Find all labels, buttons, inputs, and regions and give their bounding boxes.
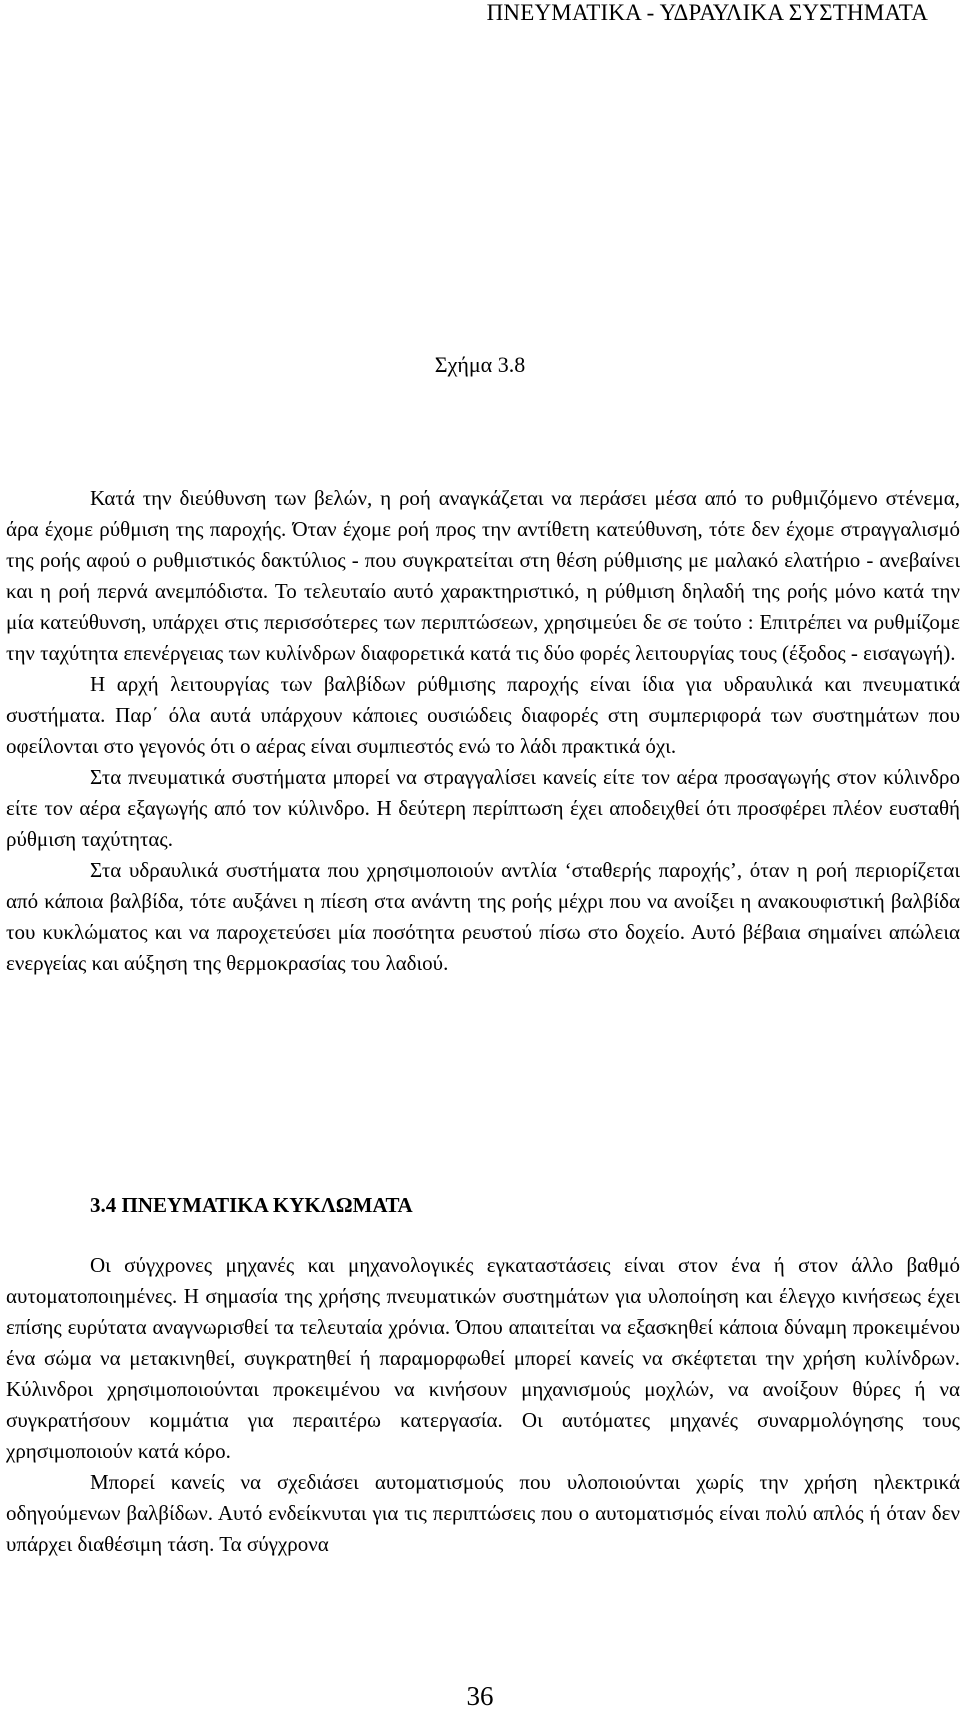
figure-caption: Σχήμα 3.8	[434, 352, 526, 377]
section-heading: 3.4 ΠΝΕΥΜΑΤΙΚΑ ΚΥΚΛΩΜΑΤΑ	[90, 1193, 413, 1217]
paragraph: Μπορεί κανείς να σχεδιάσει αυτοματισμούς που υλοποιούνται χωρίς την χρήση ηλεκτρικά οδηγούμενων βαλβίδων. Αυτό ενδείκνυται για τις περιπτώσεις που ο αυτοματισμός είναι πολύ απλός ή όταν δεν υπάρχει διαθέσιμη τάση. Τα σύγχρονα	[6, 1470, 960, 1556]
paragraph: Κατά την διεύθυνση των βελών, η ροή αναγκάζεται να περάσει μέσα από το ρυθμιζόμενο στένεμα, άρα έχομε ρύθμιση της παροχής. Όταν έχομε ροή προς την αντίθετη κατεύθυνση, τότε δεν έχομε στραγγαλισμό της ροής αφού ο ρυθμιστικός δακτύλιος - που συγκρατείται στη θέση ρύθμισης με μαλακό ελατήριο - ανεβαίνει και η ροή περνά ανεμπόδιστα. Το τελευταίο αυτό χαρακτηριστικό, η ρύθμιση δηλαδή της ροής μόνο κατά την μία κατεύθυνση, υπάρχει στις περισσότερες των περιπτώσεων, χρησιμεύει δε σε τούτο : Επιτρέπει να ρυθμίζομε την ταχύτητα επενέργειας των κυλίνδρων διαφορετικά κατά τις δύο φορές λειτουργίας τους (έξοδος - εισαγωγή).	[6, 486, 960, 665]
body-text-after-section	[6, 1250, 960, 1560]
page-number: 36	[466, 1681, 494, 1711]
paragraph: Στα υδραυλικά συστήματα που χρησιμοποιούν αντλία ‘σταθερής παροχής’, όταν η ροή περιορίζεται από κάποια βαλβίδα, τότε αυξάνει η πίεση στα ανάντη της ροής μέχρι που να ανοίξει η ανακουφιστική βαλβίδα του κυκλώματος και να παροχετεύσει μία ποσότητα ρευστού πίσω στο δοχείο. Αυτό βέβαια σημαίνει απώλεια ενεργείας και αύξηση της θερμοκρασίας του λαδιού.	[6, 858, 960, 975]
body-text-before-section	[6, 483, 960, 979]
paragraph: Η αρχή λειτουργίας των βαλβίδων ρύθμισης παροχής είναι ίδια για υδραυλικά και πνευματικά συστήματα. Παρ΄ όλα αυτά υπάρχουν κάποιες ουσιώδεις διαφορές στη συμπεριφορά των συστημάτων που οφείλονται στο γεγονός ότι ο αέρας είναι συμπιεστός ενώ το λάδι πρακτικά όχι.	[6, 672, 960, 758]
paragraph: Οι σύγχρονες μηχανές και μηχανολογικές εγκαταστάσεις είναι στον ένα ή στον άλλο βαθμό αυτοματοποιημένες. Η σημασία της χρήσης πνευματικών συστημάτων για υλοποίηση και έλεγχο κινήσεως έχει επίσης ευρύτατα αναγνωρισθεί τα τελευταία χρόνια. Όπου απαιτείται να εξασκηθεί κάποια δύναμη προκειμένου ένα σώμα να μετακινηθεί, συγκρατηθεί ή παραμορφωθεί μπορεί κανείς να σκέφτεται την χρήση κυλίνδρων. Κύλινδροι χρησιμοποιούνται προκειμένου να κινήσουν μηχανισμούς μοχλών, να ανοίξουν θύρες ή να συγκρατήσουν κομμάτια για περαιτέρω κατεργασία. Οι αυτόματες μηχανές συναρμολόγησης τους χρησιμοποιούν κατά κόρο.	[6, 1253, 960, 1463]
running-header: ΠΝΕΥΜΑΤΙΚΑ - ΥΔΡΑΥΛΙΚΑ ΣΥΣΤΗΜΑΤΑ	[486, 0, 928, 25]
paragraph: Στα πνευματικά συστήματα μπορεί να στραγγαλίσει κανείς είτε τον αέρα προσαγωγής στον κύλινδρο είτε τον αέρα εξαγωγής από τον κύλινδρο. Η δεύτερη περίπτωση έχει αποδειχθεί ότι προσφέρει πλέον ευσταθή ρύθμιση ταχύτητας.	[6, 765, 960, 851]
